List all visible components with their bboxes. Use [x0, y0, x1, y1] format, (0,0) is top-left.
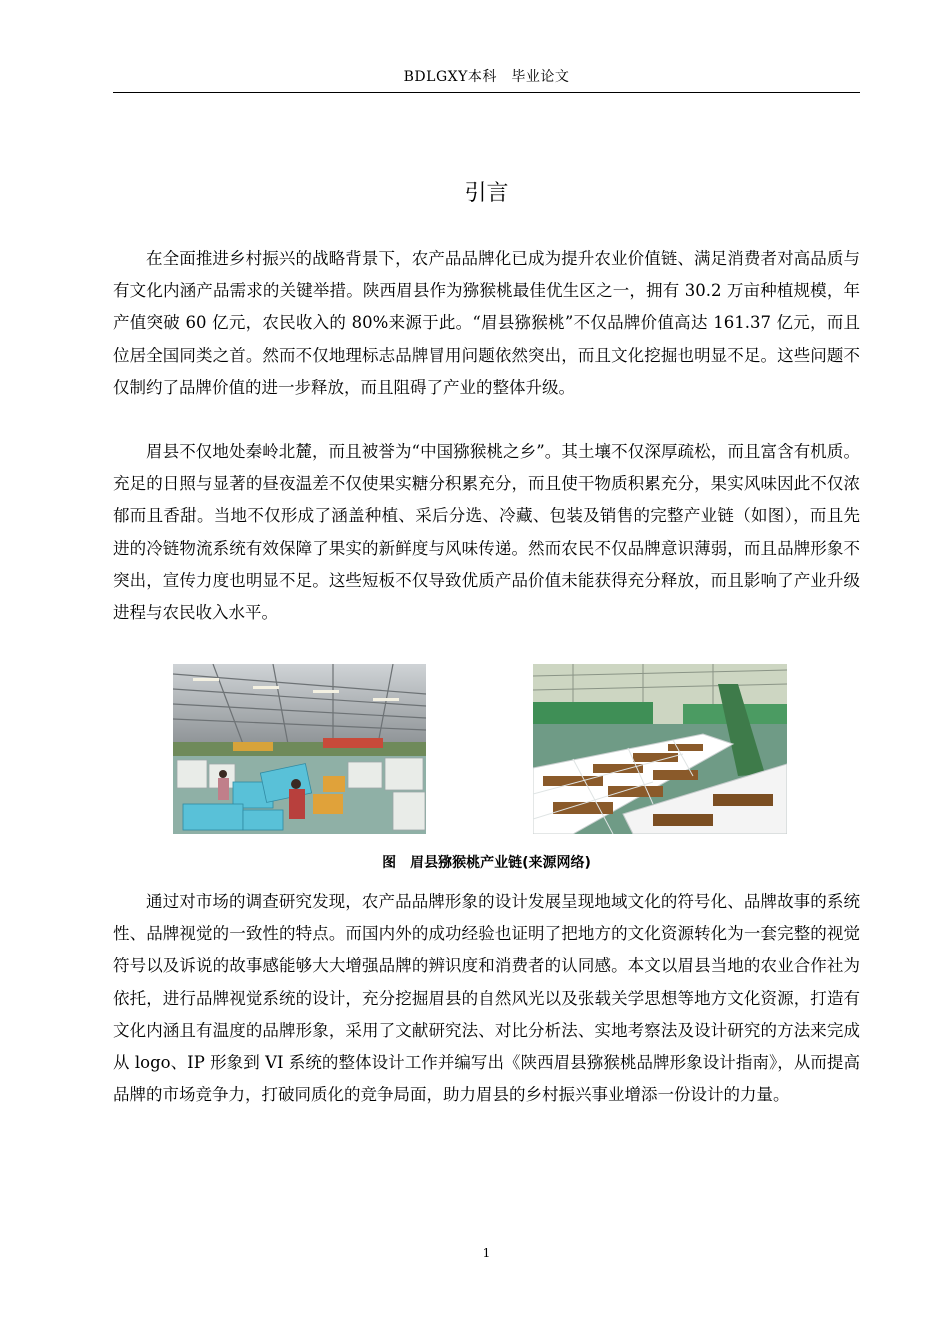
- running-header: BDLGXY本科 毕业论文: [113, 66, 860, 93]
- sorting-line-photo: [533, 664, 787, 834]
- warehouse-photo: [173, 664, 426, 834]
- paragraph-3: 通过对市场的调查研究发现，农产品品牌形象的设计发展呈现地域文化的符号化、品牌故事的系统性、品牌视觉的一致性的特点。而国内外的成功经验也证明了把地方的文化资源转化为一套完整的视觉符号以及诉说的故事感能够大大增强品牌的辨识度和消费者的认同感。本文以眉县当地的农业合作社为依托，进行品牌视觉系统的设计，充分挖掘眉县的自然风光以及张载关学思想等地方文化资源，打造有文化内涵且有温度的品牌形象，采用了文献研究法、对比分析法、实地考察法及设计研究的方法来完成从 logo、IP 形象到 VI 系统的整体设计工作并编写出《陕西眉县猕猴桃品牌形象设计指南》，从而提高品牌的市场竞争力，打破同质化的竞争局面，助力眉县的乡村振兴事业增添一份设计的力量。: [113, 892, 860, 1105]
- section-title: 引言: [464, 181, 509, 206]
- paragraph-2: 眉县不仅地处秦岭北麓，而且被誉为“中国猕猴桃之乡”。其土壤不仅深厚疏松，而且富含有机质。充足的日照与显著的昼夜温差不仅使果实糖分积累充分，而且使干物质积累充分，果实风味因此不仅浓郁而且香甜。当地不仅形成了涵盖种植、采后分选、冷藏、包装及销售的完整产业链（如图），而且先进的冷链物流系统有效保障了果实的新鲜度与风味传递。然而农民不仅品牌意识薄弱，而且品牌形象不突出，宣传力度也明显不足。这些短板不仅导致优质产品价值未能获得充分释放，而且影响了产业升级进程与农民收入水平。: [113, 442, 860, 623]
- paragraph-1: 在全面推进乡村振兴的战略背景下，农产品品牌化已成为提升农业价值链、满足消费者对高品质与有文化内涵产品需求的关键举措。陕西眉县作为猕猴桃最佳优生区之一，拥有 30.2 万亩种植规模，年产值突破 60 亿元，农民收入的 80%来源于此。“眉县猕猴桃”不仅品牌价值高达 161.37 亿元，而且位居全国同类之首。然而不仅地理标志品牌冒用问题依然突出，而且文化挖掘也明显不足。这些问题不仅制约了品牌价值的进一步释放，而且阻碍了产业的整体升级。: [113, 249, 860, 397]
- page-number: 1: [482, 1246, 491, 1260]
- figure-caption: 图 眉县猕猴桃产业链(来源网络): [382, 855, 591, 871]
